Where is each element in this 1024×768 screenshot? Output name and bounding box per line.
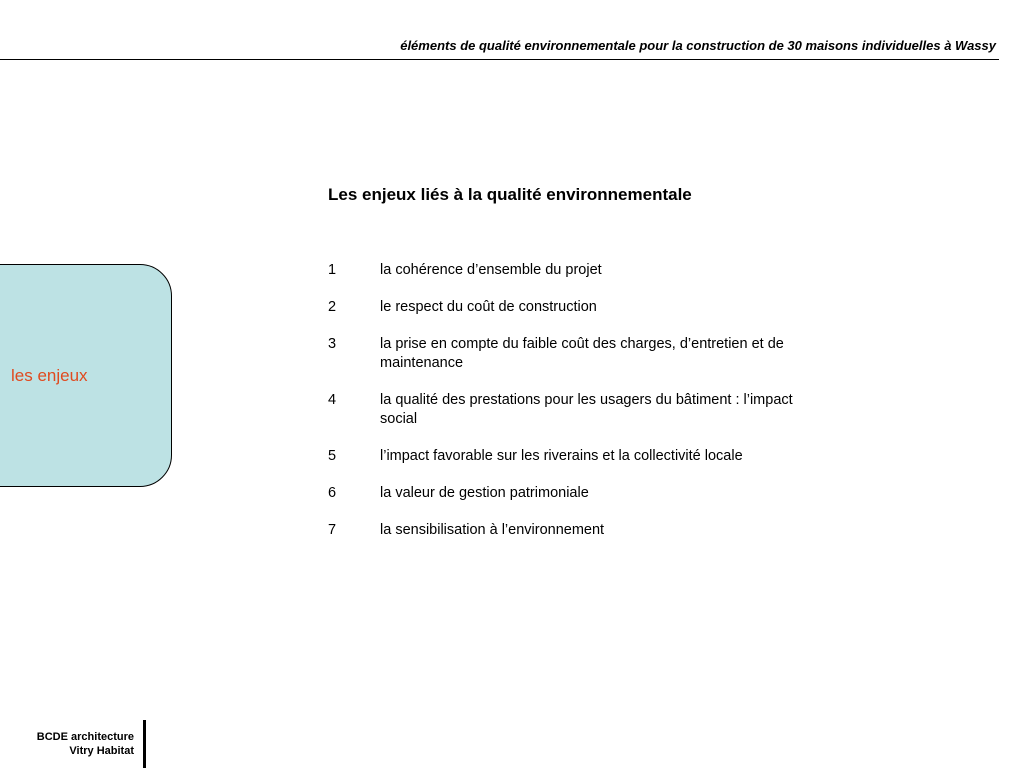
- footer-line-architect: BCDE architecture: [36, 731, 134, 743]
- item-number: 6: [328, 485, 337, 501]
- item-text: la qualité des prestations pour les usagers du bâtiment : l’impact social: [380, 392, 793, 427]
- list-item: [328, 391, 808, 429]
- header-divider: [0, 59, 999, 60]
- item-number: 5: [328, 448, 337, 464]
- footer-line-client: Vitry Habitat: [69, 745, 134, 757]
- item-number: 2: [328, 299, 337, 315]
- item-text: l’impact favorable sur les riverains et la collectivité locale: [380, 448, 743, 464]
- list-item: [328, 298, 808, 317]
- issues-list: [328, 261, 808, 558]
- item-number: 7: [328, 522, 337, 538]
- footer-credits: [37, 730, 134, 758]
- item-number: 4: [328, 392, 337, 408]
- item-text: la valeur de gestion patrimoniale: [380, 485, 589, 501]
- list-item: [328, 484, 808, 503]
- item-number: 3: [328, 336, 337, 352]
- list-item: [328, 447, 808, 466]
- footer-divider: [143, 720, 146, 768]
- item-text: la sensibilisation à l’environnement: [380, 522, 605, 538]
- item-text: la prise en compte du faible coût des charges, d’entretien et de maintenance: [380, 336, 784, 371]
- item-text: le respect du coût de construction: [380, 299, 597, 315]
- header-title: éléments de qualité environnementale pour la construction de 30 maisons individuelles à Wassy: [400, 38, 996, 53]
- section-label: les enjeux: [11, 366, 88, 385]
- list-item: [328, 335, 808, 373]
- item-number: 1: [328, 262, 337, 278]
- main-heading: Les enjeux liés à la qualité environnementale: [328, 185, 692, 204]
- list-item: [328, 521, 808, 540]
- item-text: la cohérence d’ensemble du projet: [380, 262, 602, 278]
- list-item: [328, 261, 808, 280]
